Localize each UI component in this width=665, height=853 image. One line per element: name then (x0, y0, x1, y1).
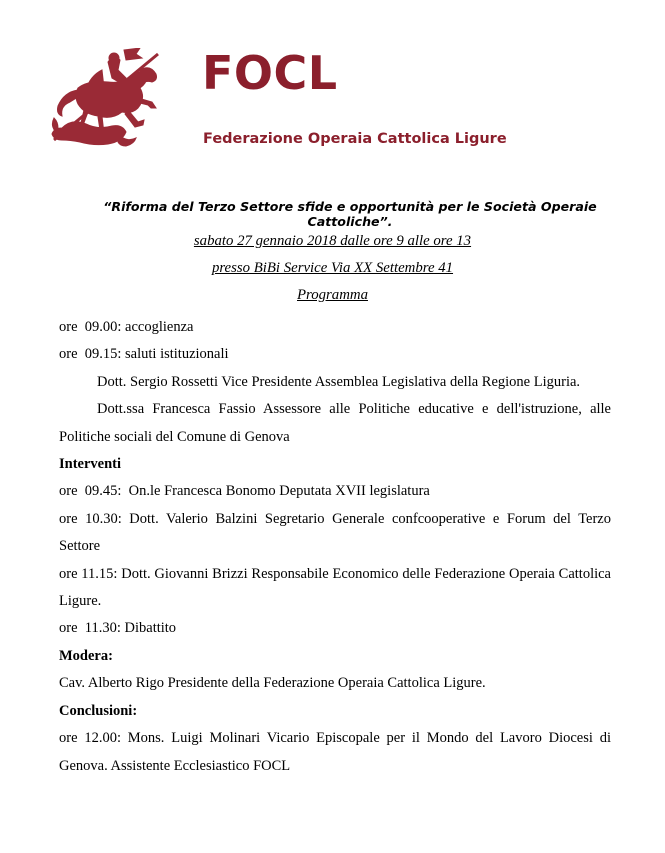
program-body (59, 314, 611, 780)
interventions-heading: Interventi (59, 456, 122, 473)
organization-acronym: FOCL (202, 46, 338, 100)
event-date-line: sabato 27 gennaio 2018 dalle ore 9 alle ore 13 (193, 233, 472, 249)
organization-full-name: Federazione Operaia Cattolica Ligure (203, 131, 507, 147)
conclusions-heading: Conclusioni: (59, 702, 138, 719)
moderator-heading: Modera: (59, 647, 113, 664)
program-item-welcome: ore 09.00: accoglienza (59, 319, 194, 335)
intervention-item-3: ore 11.15: Dott. Giovanni Brizzi Responsabile Economico delle Federazione Operaia Cattolica Ligure. (59, 565, 611, 610)
program-item-greetings: ore 09.15: saluti istituzionali (59, 346, 229, 363)
conclusions-line: ore 12.00: Mons. Luigi Molinari Vicario Episcopale per il Mondo del Lavoro Diocesi di Genova. Assistente Ecclesiastico FOCL (59, 730, 611, 774)
event-headline: “Riforma del Terzo Settore sfide e opportunità per le Società Operaie Cattoliche”. (103, 199, 597, 229)
greeting-speaker-2: Dott.ssa Francesca Fassio Assessore alle Politiche educative e dell'istruzione, alle Politiche sociali del Comune di Genova (59, 401, 611, 445)
intervention-item-4: ore 11.30: Dibattito (59, 620, 177, 637)
st-george-emblem-icon (48, 48, 166, 156)
greeting-speaker-1: Dott. Sergio Rossetti Vice Presidente Assemblea Legislativa della Regione Liguria. (97, 373, 581, 390)
event-venue-line: presso BiBi Service Via XX Settembre 41 (211, 260, 454, 276)
program-title: Programma (297, 287, 368, 303)
intervention-item-2: ore 10.30: Dott. Valerio Balzini Segretario Generale confcooperative e Forum del Terzo Settore (59, 510, 611, 555)
moderator-line: Cav. Alberto Rigo Presidente della Federazione Operaia Cattolica Ligure. (59, 675, 486, 692)
intervention-item-1: ore 09.45: On.le Francesca Bonomo Deputata XVII legislatura (59, 483, 430, 500)
